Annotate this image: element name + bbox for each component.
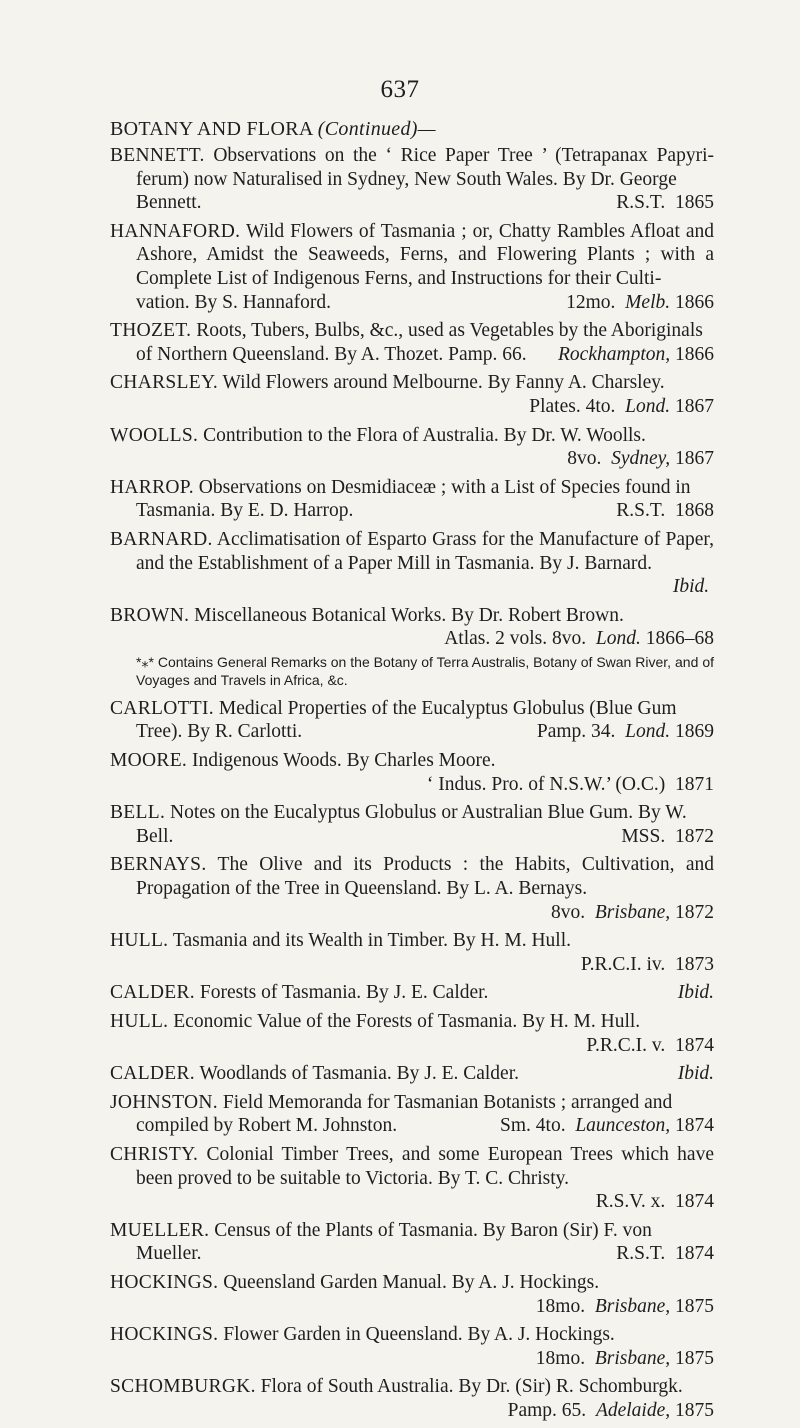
entry-format: R.S.T. [616,192,666,214]
entry-title: Field Memoranda for Tasmanian Botanists ; arranged and [222,1091,673,1113]
bibliography-entry [110,144,714,215]
entry-publication-line [110,1295,714,1319]
entry-body [110,604,714,628]
entry-publication-line [110,1242,714,1266]
entry-publication-line [110,499,714,523]
bibliography-entry [110,1143,714,1214]
entry-author: BENNETT. [110,145,205,166]
entry-publication-line [110,291,714,315]
entry-title: Census of the Plants of Tasmania. By Baron (Sir) F. von [214,1219,652,1241]
entry-year: 1874 [675,1034,714,1056]
entry-year: 1875 [675,1347,714,1369]
entry-publication-line [110,825,714,849]
entry-title: Miscellaneous Botanical Works. By Dr. Robert Brown. [194,604,624,626]
bibliography-entry [110,929,714,976]
entry-publication-line [110,953,714,977]
section-title: BOTANY AND FLORA [110,118,313,140]
entry-title-continued: of Northern Queensland. By A. Thozet. Pamp. 66. [136,343,527,365]
entry-title: Tasmania and its Wealth in Timber. By H. M. Hull. [172,930,571,952]
entry-publication-line [110,901,714,925]
entry-author: THOZET. [110,320,192,342]
entry-publication-place: Ibid. [672,576,710,598]
entry-title: Flower Garden in Queensland. By A. J. Hockings. [223,1324,615,1346]
entry-format: R.S.T. [616,1243,666,1265]
entry-publication-place: Brisbane, [594,901,671,923]
entry-body [110,1091,714,1115]
entry-publication-line [110,1034,714,1058]
page-number: 637 [380,76,420,103]
entry-author: BELL. [110,802,166,824]
entry-author: MUELLER. [110,1219,210,1241]
entry-body [110,144,714,191]
bibliography-entry [110,853,714,924]
entry-publication-line [110,627,714,651]
entry-publication-place: Lond. [625,721,671,743]
bibliography-entry [110,1219,714,1266]
entry-publication-line [110,447,714,471]
entry-publication-details [537,720,714,744]
entry-author: BROWN. [110,604,190,626]
entry-author: BERNAYS. [110,854,207,876]
entry-body [110,528,714,575]
entry-publication-line [110,773,714,797]
entry-publication-place: Melb. [625,291,671,313]
entry-title: Colonial Timber Trees, and some European Trees which have been proved to be suitable to Victoria. By T. C. Christy. [136,1143,714,1189]
entry-publication-place: Launceston, [575,1115,671,1137]
entry-year: 1867 [675,448,714,470]
entry-title-continued: Mueller. [136,1243,202,1265]
entry-year: 1874 [675,1191,714,1213]
entry-year: 1872 [675,901,714,923]
entry-author: CHRISTY. [110,1143,199,1165]
entry-title-continued: vation. By S. Hannaford. [136,291,331,313]
entry-publication-line [110,191,714,215]
entry-format: Plates. 4to. [529,395,616,417]
entry-body [110,1010,714,1034]
entry-publication-details [558,343,714,367]
entry-publication-place: Brisbane, [594,1295,671,1317]
entry-year: 1866–68 [645,628,714,650]
entry-publication-line [110,1114,714,1138]
entry-format: 8vo. [567,448,602,470]
entry-publication-line [110,1399,714,1423]
entry-title: Observations on the ‘ Rice Paper Tree ’ (Tetrapanax Papyri-ferum) now Naturalised in Sydney, New South Wales. By Dr. George [136,145,714,190]
entry-title-continued: Tree). By R. Carlotti. [136,721,303,743]
entry-body [110,319,714,343]
entry-body [110,801,714,825]
entry-publication-details [536,1347,714,1371]
entry-title: Wild Flowers around Melbourne. By Fanny A. Charsley. [222,372,665,394]
asterism-icon: *⁎* [136,653,154,670]
entry-publication-details [500,1114,714,1138]
entry-author: HULL. [110,930,169,952]
bibliography-entry [110,424,714,471]
entry-body [110,476,714,500]
entry-author: HOCKINGS. [110,1324,219,1346]
entry-title: Indigenous Woods. By Charles Moore. [191,750,496,772]
bibliography-entry [110,1091,714,1138]
entry-publication-details [616,191,714,215]
entry-publication-details [529,395,714,419]
entry-format: MSS. [621,825,666,847]
entry-format: Pamp. 34. [536,721,616,743]
entry-title: Contribution to the Flora of Australia. By Dr. W. Woolls. [203,424,646,446]
section-heading [110,118,436,141]
bibliography-entry [110,749,714,796]
entry-year: 1871 [675,773,714,795]
entry-publication-line [110,1190,714,1214]
entry-format: P.R.C.I. v. [586,1034,666,1056]
entry-publication-place: Sydney, [611,448,671,470]
entry-note [110,653,714,689]
entry-format: Atlas. 2 vols. 8vo. [444,628,587,650]
section-continued: (Continued)— [317,118,436,140]
entry-publication-details [581,953,714,977]
entry-publication-place: Rockhampton, [558,343,671,365]
entry-publication-place: Adelaide, [595,1399,671,1421]
entry-title: The Olive and its Products : the Habits, Cultivation, and Propagation of the Tree in Queensland. By L. A. Bernays. [136,854,714,900]
entry-body [110,424,714,448]
bibliography-entry [110,319,714,366]
entry-publication-place: Ibid. [677,1063,714,1085]
bibliography-entry [110,801,714,848]
entry-format: Pamp. 65. [507,1399,587,1421]
bibliography-entry [110,604,714,689]
bibliography-entry [110,476,714,523]
entry-format: R.S.T. [616,500,666,522]
bibliography-entry [110,981,714,1005]
entry-body [110,749,714,773]
entry-title: Economic Value of the Forests of Tasmania. By H. M. Hull. [173,1011,641,1032]
entry-body [110,697,714,721]
bibliography-entry [110,528,714,599]
entry-year: 1868 [675,500,714,522]
entry-publication-line [110,720,714,744]
entry-inline-line [110,1062,714,1086]
entry-publication-details [596,1190,714,1214]
entry-title: Woodlands of Tasmania. By J. E. Calder. [199,1063,520,1085]
entry-format: R.S.V. x. [595,1191,666,1213]
bibliography-entry [110,1010,714,1057]
entry-title: Forests of Tasmania. By J. E. Calder. [199,982,489,1004]
bibliography-entry [110,220,714,314]
entry-year: 1867 [675,395,714,417]
entry-body [110,220,714,291]
entry-title: Roots, Tubers, Bulbs, &c., used as Vegetables by the Aboriginals [196,320,703,342]
entry-format: 18mo. [535,1295,586,1317]
entry-title-continued: compiled by Robert M. Johnston. [136,1115,398,1137]
entry-title: Acclimatisation of Esparto Grass for the Manufacture of Paper, and the Establishment of a Paper Mill in Tasmania. By J. Barnard. [136,528,714,574]
entry-publication-line [110,575,714,599]
bibliography-entry [110,371,714,418]
entry-author: MOORE. [110,750,188,772]
entry-note-text: Contains General Remarks on the Botany of Terra Australis, Botany of Swan River, and of Voyages and Travels in Africa, &c. [136,653,714,688]
entry-publication-details [536,1295,714,1319]
entry-publication-line [110,395,714,419]
entry-year: 1866 [675,291,714,313]
entry-format: 12mo. [566,291,616,313]
entry-publication-details [567,447,714,471]
entry-format: P.R.C.I. iv. [580,953,666,975]
entry-format: Sm. 4to. [500,1115,566,1137]
entry-year: 1866 [675,343,714,365]
entry-author: BARNARD. [110,528,213,550]
entry-author: CALDER. [110,982,195,1004]
entry-author: HOCKINGS. [110,1271,219,1293]
entry-year: 1875 [675,1295,714,1317]
entry-title: Notes on the Eucalyptus Globulus or Australian Blue Gum. By W. [170,802,687,824]
entry-title: Queensland Garden Manual. By A. J. Hockings. [223,1271,600,1293]
entry-author: CARLOTTI. [110,697,214,719]
entry-format: 18mo. [535,1347,586,1369]
entry-publication-line [110,1347,714,1371]
entry-publication-details [427,773,714,797]
entry-title: Flora of South Australia. By Dr. (Sir) R. Schomburgk. [260,1376,683,1398]
entry-author: WOOLLS. [110,424,199,446]
bibliography-entry [110,697,714,744]
bibliography-list [110,144,714,1428]
bibliography-entry [110,1062,714,1086]
bibliography-entry [110,1323,714,1370]
entry-author: SCHOMBURGK. [110,1376,256,1398]
entry-author: HANNAFORD. [110,220,241,242]
entry-publication-details [621,825,714,849]
entry-publication-details [566,291,714,315]
entry-body [110,1323,714,1347]
entry-year: 1873 [675,953,714,975]
entry-title: Medical Properties of the Eucalyptus Globulus (Blue Gum [218,697,677,719]
entry-title-continued: Tasmania. By E. D. Harrop. [136,500,354,522]
entry-publication-details [673,575,714,599]
entry-publication-place: Ibid. [677,982,714,1004]
entry-format: 8vo. [550,901,586,923]
entry-body [110,853,714,900]
entry-title-continued: Bell. [136,825,174,847]
entry-author: JOHNSTON. [110,1091,218,1113]
entry-year: 1869 [675,721,714,743]
entry-publication-details [551,901,714,925]
entry-body [110,1143,714,1190]
entry-body [110,929,714,953]
entry-body [110,1219,714,1243]
entry-year: 1874 [675,1115,714,1137]
entry-publication-place: Lond. [625,395,671,417]
entry-author: HARROP. [110,476,194,498]
entry-publication-details [616,499,714,523]
entry-publication-details [616,1242,714,1266]
entry-publication-place: Lond. [595,628,641,650]
entry-author: HULL. [110,1011,169,1032]
entry-title-continued: Bennett. [136,192,202,214]
entry-publication-details [586,1034,714,1058]
entry-year: 1874 [675,1243,714,1265]
bibliography-entry [110,1271,714,1318]
entry-inline-line [110,981,714,1005]
entry-body [110,371,714,395]
entry-publication-details [508,1399,714,1423]
entry-author: CHARSLEY. [110,372,218,394]
entry-publication-place: Brisbane, [594,1347,671,1369]
entry-title: Wild Flowers of Tasmania ; or, Chatty Rambles Afloat and Ashore, Amidst the Seaweeds, Ferns, and Flowering Plants ; with a Complete List of Indigenous Ferns, and Instructions for their Culti- [136,220,714,289]
entry-publication-line [110,343,714,367]
entry-title: Observations on Desmidiaceæ ; with a List of Species found in [198,476,691,498]
entry-format: ‘ Indus. Pro. of N.S.W.’ (O.C.) [426,773,666,795]
entry-year: 1875 [675,1399,714,1421]
entry-body [110,1271,714,1295]
entry-year: 1865 [675,192,714,214]
entry-body [110,1375,714,1399]
entry-author: CALDER. [110,1063,195,1085]
entry-year: 1872 [675,825,714,847]
bibliography-entry [110,1375,714,1422]
entry-publication-details [444,627,714,651]
